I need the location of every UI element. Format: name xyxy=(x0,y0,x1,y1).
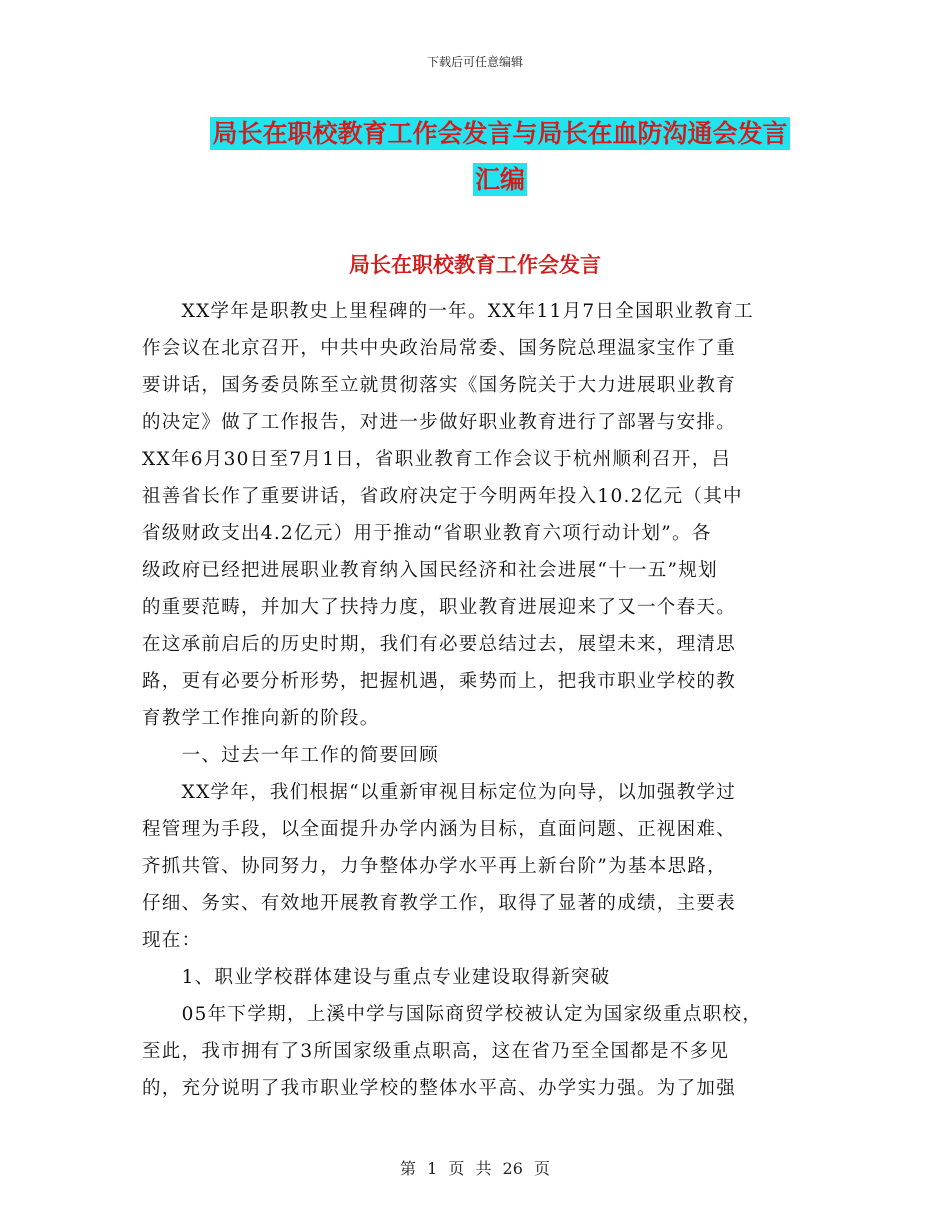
body-line: 的重要范畴，并加大了扶持力度，职业教育进展迎来了又一个春天。 xyxy=(142,597,737,618)
page-number-footer: 第 1 页 共 26 页 xyxy=(400,1159,550,1178)
body-line: 至此，我市拥有了3所国家级重点职高，这在省乃至全国都是不多见 xyxy=(142,1041,730,1062)
document-title-highlight: 局长在职校教育工作会发言与局长在血防沟通会发言 xyxy=(212,119,788,148)
body-line: 省级财政支出4.2亿元）用于推动“省职业教育六项行动计划”。各 xyxy=(142,523,712,544)
body-line: 祖善省长作了重要讲话，省政府决定于今明两年投入10.2亿元（其中 xyxy=(142,486,743,507)
body-subheading: 1、职业学校群体建设与重点专业建设取得新突破 xyxy=(142,967,611,988)
body-line: 育教学工作推向新的阶段。 xyxy=(142,708,380,729)
document-title-highlight: 汇编 xyxy=(474,165,525,194)
body-line: 的，充分说明了我市职业学校的整体水平高、办学实力强。为了加强 xyxy=(142,1078,737,1099)
body-line: 要讲话，国务委员陈至立就贯彻落实《国务院关于大力进展职业教育 xyxy=(142,375,737,396)
page-header-note: 下载后可任意编辑 xyxy=(426,55,523,69)
body-line: 05年下学期，上溪中学与国际商贸学校被认定为国家级重点职校， xyxy=(142,1004,763,1025)
body-line: 作会议在北京召开，中共中央政治局常委、国务院总理温家宝作了重 xyxy=(142,338,737,359)
body-line: XX学年是职教史上里程碑的一年。XX年11月7日全国职业教育工 xyxy=(142,301,754,322)
body-line: 在这承前启后的历史时期，我们有必要总结过去，展望未来，理清思 xyxy=(142,634,737,655)
body-line: 级政府已经把进展职业教育纳入国民经济和社会进展“十一五”规划 xyxy=(142,560,718,581)
section-title: 局长在职校教育工作会发言 xyxy=(349,253,601,277)
body-line: 现在： xyxy=(142,930,202,951)
body-heading: 一、过去一年工作的简要回顾 xyxy=(142,745,440,766)
body-line: 的决定》做了工作报告，对进一步做好职业教育进行了部署与安排。 xyxy=(142,412,737,433)
document-title-line-1 xyxy=(140,114,860,150)
body-line: XX学年，我们根据“以重新审视目标定位为向导，以加强教学过 xyxy=(142,782,737,803)
body-line: XX年6月30日至7月1日，省职业教育工作会议于杭州顺利召开，吕 xyxy=(142,449,732,470)
body-line: 齐抓共管、协同努力，力争整体办学水平再上新台阶”为基本思路， xyxy=(142,856,727,877)
body-line: 仔细、务实、有效地开展教育教学工作，取得了显著的成绩，主要表 xyxy=(142,893,737,914)
body-line: 路，更有必要分析形势，把握机遇，乘势而上，把我市职业学校的教 xyxy=(142,671,737,692)
document-title-line-2 xyxy=(140,160,860,196)
body-line: 程管理为手段，以全面提升办学内涵为目标，直面问题、正视困难、 xyxy=(142,819,737,840)
